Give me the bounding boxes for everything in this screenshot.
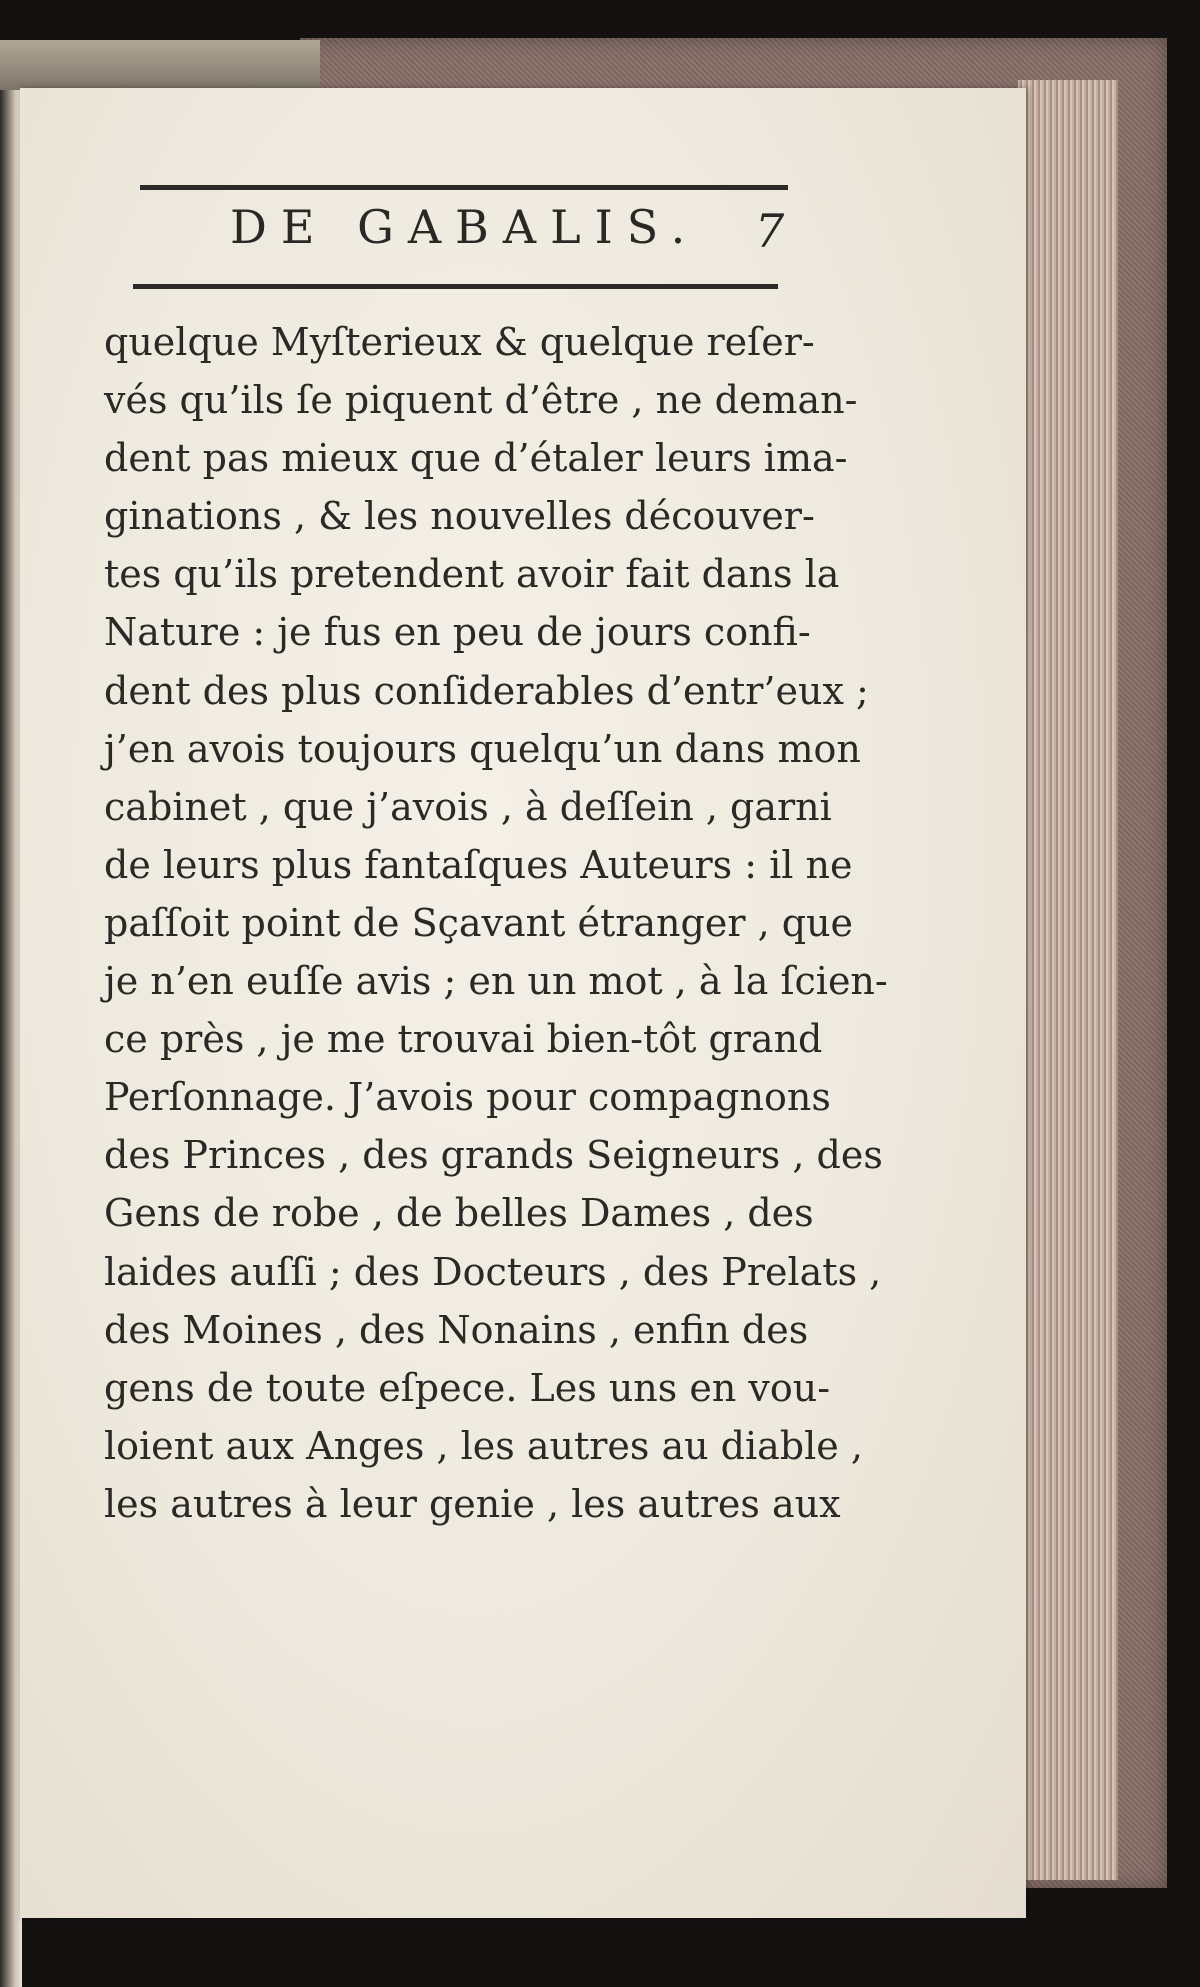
text-line: des Moines , des Nonains , enfin des: [104, 1307, 809, 1352]
text-line: j’en avois toujours quelqu’un dans mon: [104, 726, 861, 771]
book-page: [20, 88, 1026, 1918]
text-line: les autres à leur genie , les autres aux: [104, 1481, 841, 1526]
text-line: de leurs plus fantaſques Auteurs : il ne: [104, 842, 853, 887]
text-line: Nature : je fus en peu de jours confi-: [104, 610, 811, 655]
page-edges: [1018, 80, 1118, 1880]
text-line: dent pas mieux que d’étaler leurs ima-: [104, 436, 848, 481]
text-line: laides auſſi ; des Docteurs , des Prelats ,: [104, 1249, 882, 1294]
text-line: je n’en euſſe avis ; en un mot , à la ſcien-: [104, 959, 888, 1004]
text-line: dent des plus conſiderables d’entr’eux ;: [104, 668, 869, 713]
text-line: ginations , & les nouvelles découver-: [104, 494, 815, 539]
text-line: tes qu’ils pretendent avoir fait dans la: [104, 552, 840, 597]
running-title: DE GABALIS.: [230, 200, 700, 254]
text-line: des Princes , des grands Seigneurs , des: [104, 1133, 883, 1178]
body-text: [104, 313, 888, 1533]
text-line: Perſonnage. J’avois pour compagnons: [104, 1075, 831, 1120]
gutter-edge: [0, 90, 22, 1987]
text-line: cabinet , que j’avois , à deſſein , garni: [104, 784, 832, 829]
text-line: paſſoit point de Sçavant étranger , que: [104, 900, 854, 945]
text-line: loient aux Anges , les autres au diable ,: [104, 1423, 863, 1468]
text-line: quelque Myſterieux & quelque reſer-: [104, 320, 815, 364]
header-rule-bottom: [133, 284, 778, 289]
page-number: 7: [755, 204, 785, 258]
text-line: Gens de robe , de belles Dames , des: [104, 1191, 814, 1236]
text-line: vés qu’ils ſe piquent d’être , ne deman-: [104, 378, 858, 423]
header-rule-top: [140, 185, 788, 190]
text-line: gens de toute eſpece. Les uns en vou-: [104, 1365, 831, 1410]
text-line: ce près , je me trouvai bien-tôt grand: [104, 1017, 823, 1062]
